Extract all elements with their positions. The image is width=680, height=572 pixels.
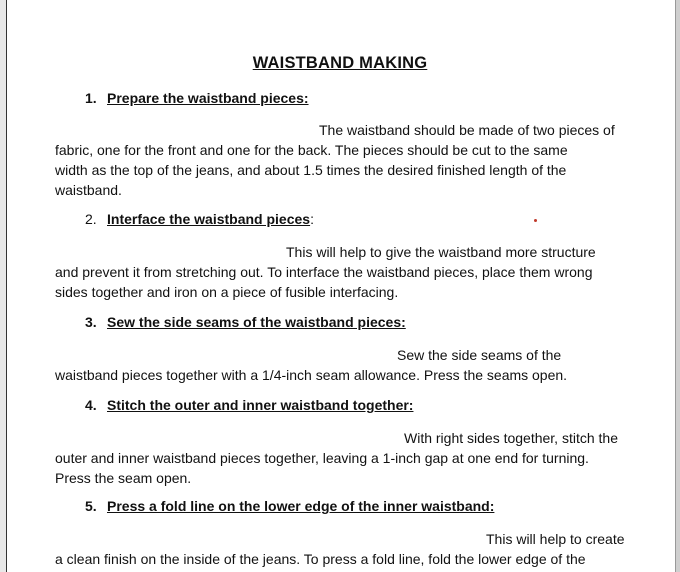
red-marker-dot bbox=[534, 219, 537, 222]
paragraph-line: Sew the side seams of the bbox=[397, 347, 562, 363]
section-title: Prepare the waistband pieces: bbox=[107, 90, 309, 106]
section-heading-2 bbox=[85, 211, 314, 227]
section-paragraph-3 bbox=[55, 345, 635, 385]
paragraph-line: width as the top of the jeans, and about 1.5 times the desired finished length of the bbox=[55, 162, 567, 178]
section-title: Interface the waistband pieces bbox=[107, 211, 311, 227]
section-title: Press a fold line on the lower edge of the inner waistband: bbox=[107, 498, 495, 514]
paragraph-line: a clean finish on the inside of the jeans. To press a fold line, fold the lower edge of the bbox=[55, 551, 586, 567]
paragraph-line: The waistband should be made of two pieces of bbox=[319, 122, 615, 138]
section-paragraph-4 bbox=[55, 428, 635, 488]
paragraph-line: and prevent it from stretching out. To interface the waistband pieces, place them wrong bbox=[55, 264, 593, 280]
section-number: 4. bbox=[85, 397, 97, 413]
section-title: Stitch the outer and inner waistband together: bbox=[107, 397, 414, 413]
section-number: 2. bbox=[85, 211, 97, 227]
paragraph-line: Press the seam open. bbox=[55, 470, 192, 486]
section-title: Sew the side seams of the waistband pieces: bbox=[107, 314, 406, 330]
paragraph-line: This will help to create bbox=[486, 531, 625, 547]
paragraph-line: With right sides together, stitch the bbox=[404, 430, 618, 446]
section-number: 1. bbox=[85, 90, 97, 106]
paragraph-line: This will help to give the waistband more structure bbox=[286, 244, 596, 260]
section-heading-4 bbox=[85, 397, 413, 413]
paragraph-line: waistband. bbox=[55, 182, 122, 198]
paragraph-line: outer and inner waistband pieces together, leaving a 1-inch gap at one end for turning. bbox=[55, 450, 589, 466]
section-heading-5 bbox=[85, 498, 494, 514]
section-paragraph-2 bbox=[55, 242, 635, 302]
paragraph-line: sides together and iron on a piece of fusible interfacing. bbox=[55, 284, 399, 300]
section-heading-1 bbox=[85, 90, 309, 106]
section-paragraph-1 bbox=[55, 120, 635, 200]
vertical-scrollbar[interactable] bbox=[675, 0, 680, 572]
section-number: 3. bbox=[85, 314, 97, 330]
section-heading-3 bbox=[85, 314, 406, 330]
paragraph-line: waistband pieces together with a 1/4-inch seam allowance. Press the seams open. bbox=[55, 367, 568, 383]
document-title: WAISTBAND MAKING bbox=[252, 54, 428, 72]
page-left-border bbox=[6, 0, 7, 572]
paragraph-line: fabric, one for the front and one for the back. The pieces should be cut to the same bbox=[55, 142, 568, 158]
section-paragraph-5 bbox=[55, 529, 635, 569]
section-title-suffix: : bbox=[310, 211, 314, 227]
section-number: 5. bbox=[85, 498, 97, 514]
